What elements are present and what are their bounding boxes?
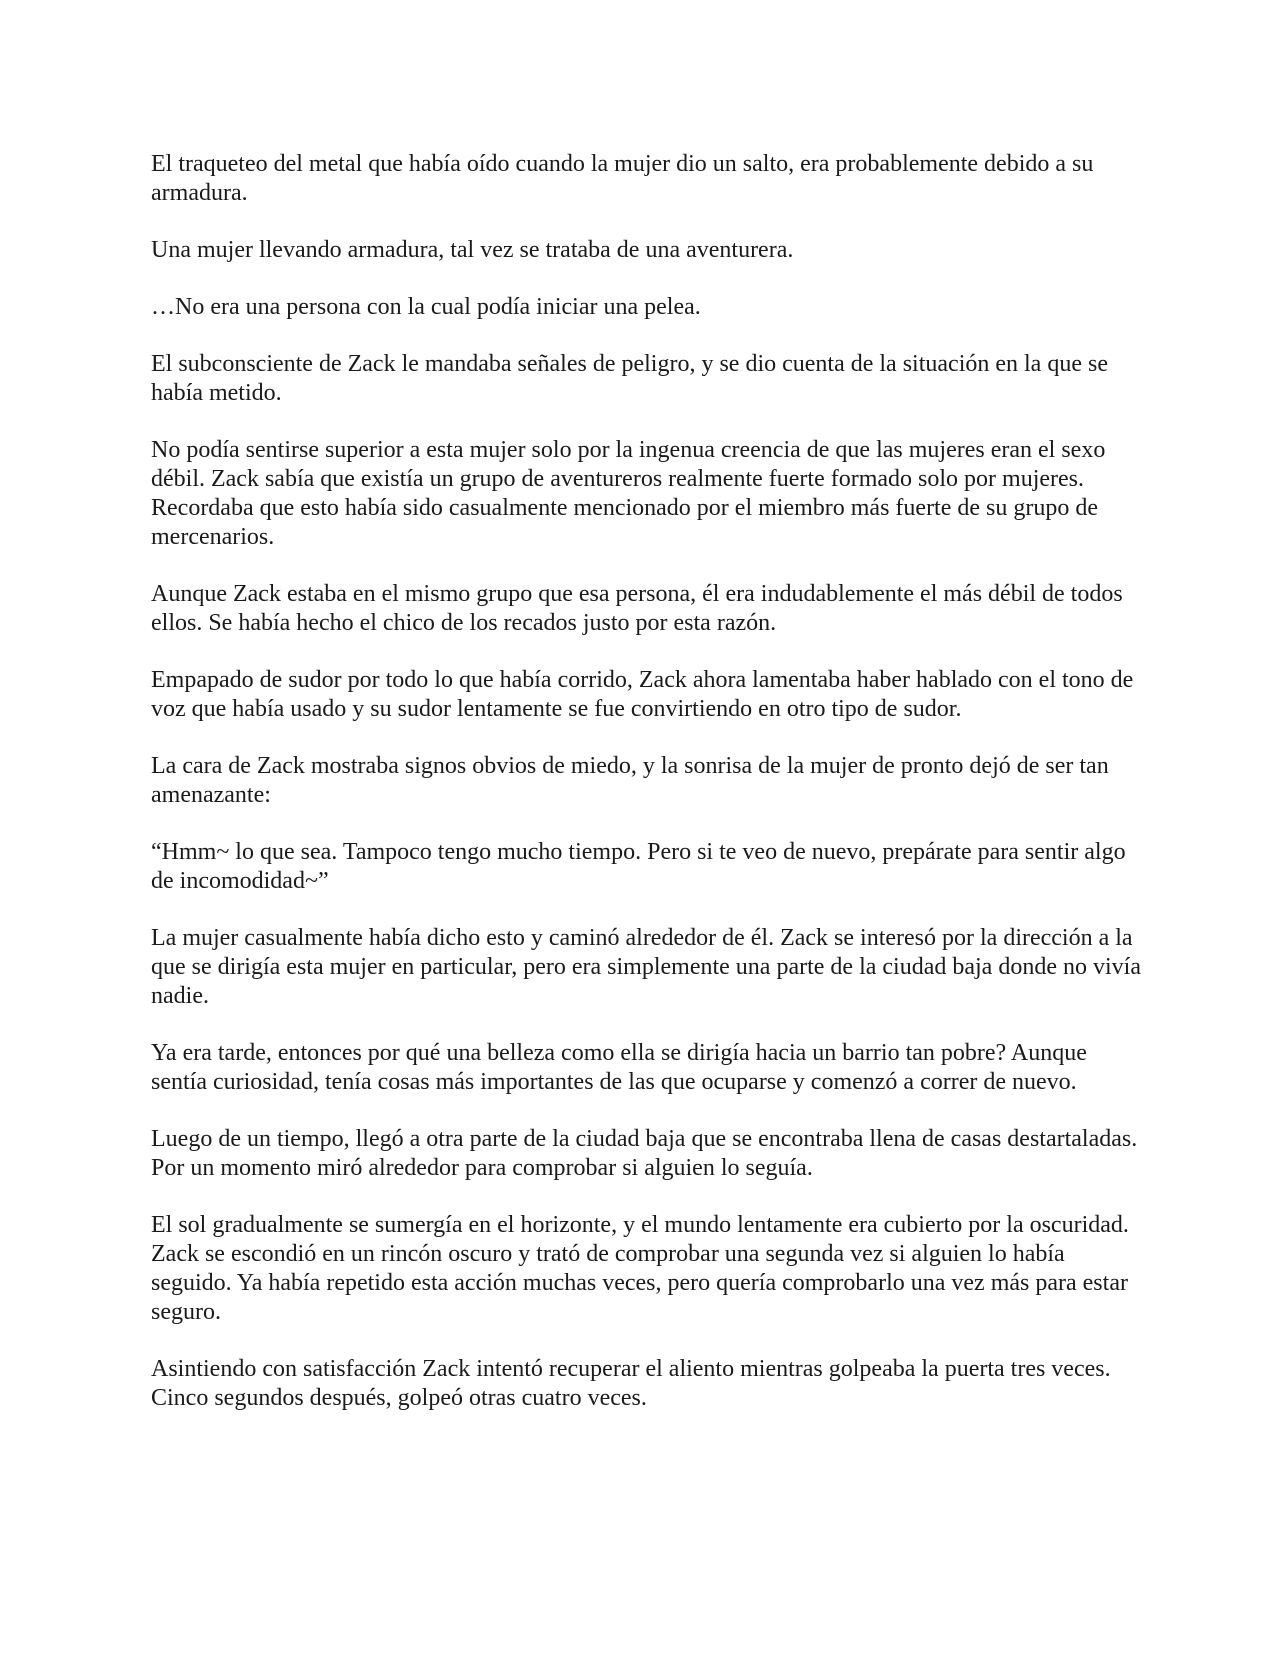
paragraph: Una mujer llevando armadura, tal vez se trataba de una aventurera.: [151, 237, 794, 263]
paragraph: La cara de Zack mostraba signos obvios de miedo, y la sonrisa de la mujer de pronto dejó de ser tan amenazante:: [151, 753, 1109, 808]
paragraph: La mujer casualmente había dicho esto y caminó alrededor de él. Zack se interesó por la dirección a la que se dirigía esta mujer en particular, pero era simplemente una parte de la ciudad baja donde no vivía nadie.: [151, 925, 1141, 1009]
paragraph: Aunque Zack estaba en el mismo grupo que esa persona, él era indudablemente el más débil de todos ellos. Se había hecho el chico de los recados justo por esta razón.: [151, 581, 1123, 636]
paragraph: Ya era tarde, entonces por qué una belleza como ella se dirigía hacia un barrio tan pobre? Aunque sentía curiosidad, tenía cosas más importantes de las que ocuparse y comenzó a correr de nuevo.: [151, 1040, 1087, 1095]
paragraph: El subconsciente de Zack le mandaba señales de peligro, y se dio cuenta de la situación en la que se había metido.: [151, 351, 1108, 406]
paragraph: No podía sentirse superior a esta mujer solo por la ingenua creencia de que las mujeres eran el sexo débil. Zack sabía que existía un grupo de aventureros realmente fuerte formado solo por mujeres. Recordaba que esto había sido casualmente mencionado por el miembro más fuerte de su grupo de mercenarios.: [151, 437, 1106, 550]
document-body: [151, 150, 1141, 1441]
paragraph: Empapado de sudor por todo lo que había corrido, Zack ahora lamentaba haber hablado con el tono de voz que había usado y su sudor lentamente se fue convirtiendo en otro tipo de sudor.: [151, 667, 1134, 722]
paragraph: Asintiendo con satisfacción Zack intentó recuperar el aliento mientras golpeaba la puerta tres veces. Cinco segundos después, golpeó otras cuatro veces.: [151, 1356, 1111, 1411]
paragraph: El sol gradualmente se sumergía en el horizonte, y el mundo lentamente era cubierto por la oscuridad. Zack se escondió en un rincón oscuro y trató de comprobar una segunda vez si alguien lo había seguido. Ya había repetido esta acción muchas veces, pero quería comprobarlo una vez más para estar seguro.: [151, 1212, 1129, 1325]
paragraph: Luego de un tiempo, llegó a otra parte de la ciudad baja que se encontraba llena de casas destartaladas. Por un momento miró alrededor para comprobar si alguien lo seguía.: [151, 1126, 1138, 1181]
paragraph: …No era una persona con la cual podía iniciar una pelea.: [151, 294, 701, 320]
paragraph: “Hmm~ lo que sea. Tampoco tengo mucho tiempo. Pero si te veo de nuevo, prepárate para sentir algo de incomodidad~”: [151, 839, 1126, 894]
paragraph: El traqueteo del metal que había oído cuando la mujer dio un salto, era probablemente debido a su armadura.: [151, 151, 1094, 206]
